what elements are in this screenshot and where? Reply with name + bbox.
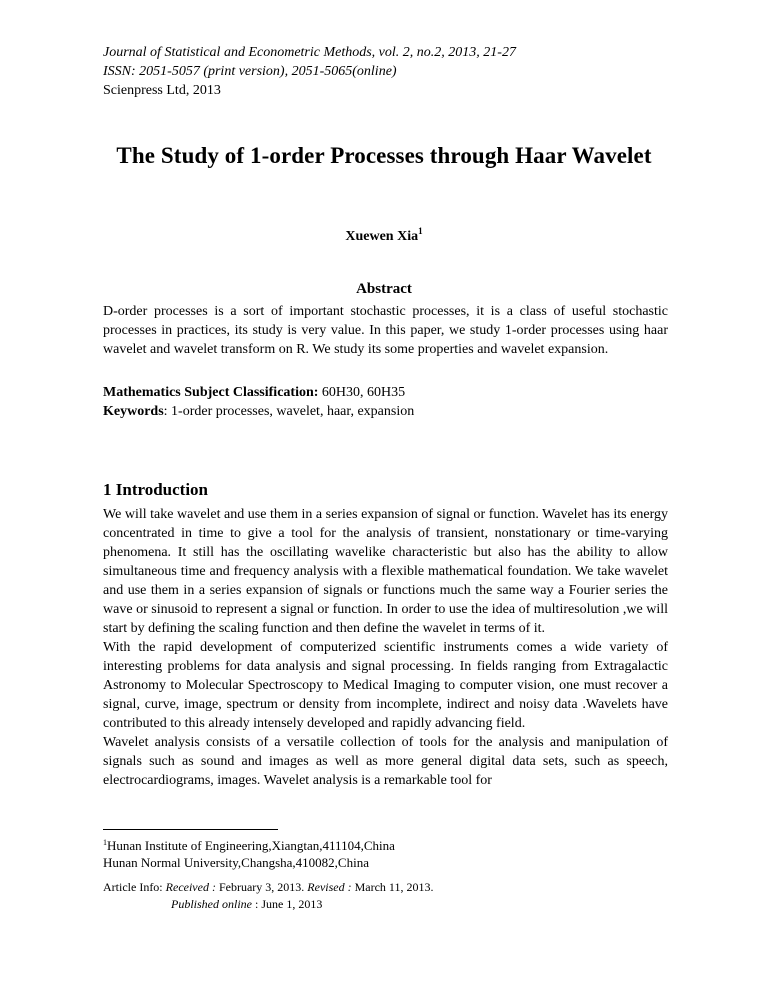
article-info [103, 879, 433, 913]
footnote-line-1 [103, 837, 395, 854]
section-heading-introduction: 1 Introduction [103, 480, 209, 499]
footnote [103, 837, 395, 871]
footnote-divider [103, 829, 278, 830]
revised-date: March 11, 2013. [354, 880, 434, 894]
abstract-text: D-order processes is a sort of important stochastic processes, it is a class of useful stochastic processes in practices, its study is very value. In this paper, we study 1-order processes using haar wavelet and wavelet transform on R. We study its some properties and wavelet expansion. [103, 304, 668, 357]
intro-paragraph: We will take wavelet and use them in a series expansion of signal or function. Wavelet has its energy concentrated in time to give a tool for the analysis of transient, nonstationary or time-varying phenomena. It still has the oscillating wavelike characteristic but also has the ability to allow simultaneous time and frequency analysis with a flexible mathematical foundation. We take wavelet and use them in a series expansion of signals or functions much the same way a Fourier series the wave or sinusoid to represent a signal or function. In order to use the idea of multiresolution ,we will start by defining the scaling function and then define the wavelet in terms of it. [103, 507, 668, 636]
author-line [0, 226, 768, 245]
msc-value: 60H30, 60H35 [318, 385, 406, 400]
author-footnote-mark: 1 [418, 226, 423, 236]
journal-citation: Journal of Statistical and Econometric Methods, vol. 2, no.2, 2013, 21-27 [103, 45, 516, 60]
publisher-line: Scienpress Ltd, 2013 [103, 83, 221, 98]
classification-block [103, 383, 668, 421]
keywords-line [103, 402, 668, 421]
revised-label: Revised : [307, 880, 355, 894]
paper-title: The Study of 1-order Processes through Haar Wavelet [116, 143, 652, 168]
article-info-published [103, 896, 433, 913]
intro-paragraph: With the rapid development of computerized scientific instruments comes a wide variety of interesting problems for data analysis and signal processing. In fields ranging from Extragalactic Astronomy to Molecular Spectroscopy to Medical Imaging to computer vision, one must recover a signal, curve, image, spectrum or density from incomplete, indirect and noisy data .Wavelets have contributed to this already intensely developed and rapidly advancing field. [103, 640, 668, 731]
keywords-label: Keywords [103, 404, 164, 419]
received-label: Received : [165, 880, 219, 894]
journal-header [103, 43, 516, 100]
published-label: Published online [171, 897, 252, 911]
intro-paragraph: Wavelet analysis consists of a versatile collection of tools for the analysis and manipulation of signals such as sound and images as well as more general digital data sets, such as speech, electrocardiograms, images. Wavelet analysis is a remarkable tool for [103, 735, 668, 788]
introduction-body [103, 505, 668, 790]
received-date: February 3, 2013. [218, 880, 308, 894]
article-info-dates [103, 879, 433, 896]
footnote-affiliation-1: Hunan Institute of Engineering,Xiangtan,411104,China [107, 838, 395, 853]
msc-line [103, 383, 668, 402]
keywords-value: : 1-order processes, wavelet, haar, expansion [163, 404, 415, 419]
article-info-label: Article Info: [103, 880, 166, 894]
author-name: Xuewen Xia [345, 229, 419, 244]
footnote-mark: 1 [103, 838, 107, 847]
footnote-affiliation-2: Hunan Normal University,Changsha,410082,China [103, 855, 369, 870]
abstract-heading: Abstract [356, 281, 412, 297]
msc-label: Mathematics Subject Classification: [103, 385, 319, 400]
published-date: : June 1, 2013 [252, 897, 323, 911]
issn-line: ISSN: 2051-5057 (print version), 2051-5065(online) [103, 64, 397, 79]
